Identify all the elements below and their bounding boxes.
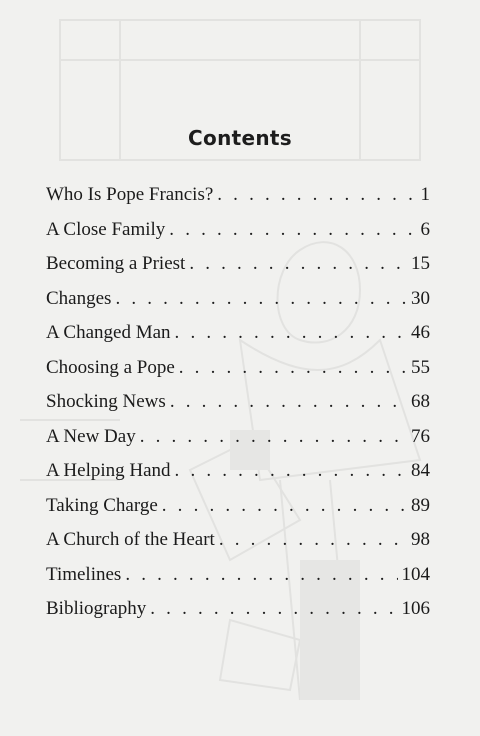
toc-entry[interactable] xyxy=(46,288,430,323)
toc-entry-page: 6 xyxy=(420,218,430,240)
toc-entry-title: Timelines xyxy=(46,563,122,585)
toc-entry-page: 68 xyxy=(411,391,430,412)
toc-leader-dots xyxy=(115,288,407,310)
toc-entry-title: A Church of the Heart xyxy=(46,529,215,550)
toc-entry-title: Changes xyxy=(46,287,112,309)
toc-entry[interactable] xyxy=(46,219,430,254)
toc-entry-page: 84 xyxy=(411,460,430,481)
toc-entry-title: A New Day xyxy=(46,425,136,447)
toc-entry-page: 98 xyxy=(411,529,430,550)
toc-entry-page: 46 xyxy=(411,322,430,343)
toc-entry-page: 1 xyxy=(420,184,430,205)
toc-leader-dots xyxy=(175,460,407,482)
table-of-contents xyxy=(46,184,430,633)
toc-entry[interactable] xyxy=(46,564,430,599)
toc-leader-dots xyxy=(169,219,416,241)
toc-entry[interactable] xyxy=(46,495,430,530)
toc-leader-dots xyxy=(189,253,407,275)
toc-entry-page: 104 xyxy=(401,563,430,585)
toc-leader-dots xyxy=(150,598,397,620)
toc-entry-title: A Changed Man xyxy=(46,322,171,343)
toc-leader-dots xyxy=(175,322,407,344)
toc-entry-title: Becoming a Priest xyxy=(46,253,186,274)
toc-entry-title: Choosing a Pope xyxy=(46,356,175,378)
toc-entry[interactable] xyxy=(46,529,430,564)
toc-entry-title: A Helping Hand xyxy=(46,460,171,481)
toc-entry-page: 89 xyxy=(411,494,430,516)
toc-entry-title: Taking Charge xyxy=(46,494,158,516)
toc-entry-title: Bibliography xyxy=(46,598,147,619)
toc-leader-dots xyxy=(217,184,416,206)
toc-entry-title: A Close Family xyxy=(46,218,166,240)
toc-entry-page: 106 xyxy=(401,598,430,619)
toc-entry[interactable] xyxy=(46,598,430,633)
toc-entry[interactable] xyxy=(46,184,430,219)
toc-entry[interactable] xyxy=(46,322,430,357)
toc-leader-dots xyxy=(219,529,407,551)
toc-entry[interactable] xyxy=(46,253,430,288)
toc-leader-dots xyxy=(125,564,397,586)
toc-entry-page: 15 xyxy=(411,253,430,274)
toc-entry[interactable] xyxy=(46,426,430,461)
page-title: Contents xyxy=(188,126,292,150)
toc-entry-page: 76 xyxy=(411,425,430,447)
toc-entry-page: 30 xyxy=(411,287,430,309)
toc-leader-dots xyxy=(162,495,407,517)
toc-entry[interactable] xyxy=(46,391,430,426)
toc-entry[interactable] xyxy=(46,460,430,495)
toc-leader-dots xyxy=(170,391,407,413)
toc-leader-dots xyxy=(179,357,407,379)
toc-leader-dots xyxy=(140,426,407,448)
toc-entry-title: Shocking News xyxy=(46,391,166,412)
toc-entry-page: 55 xyxy=(411,356,430,378)
toc-entry-title: Who Is Pope Francis? xyxy=(46,184,214,205)
toc-entry[interactable] xyxy=(46,357,430,392)
